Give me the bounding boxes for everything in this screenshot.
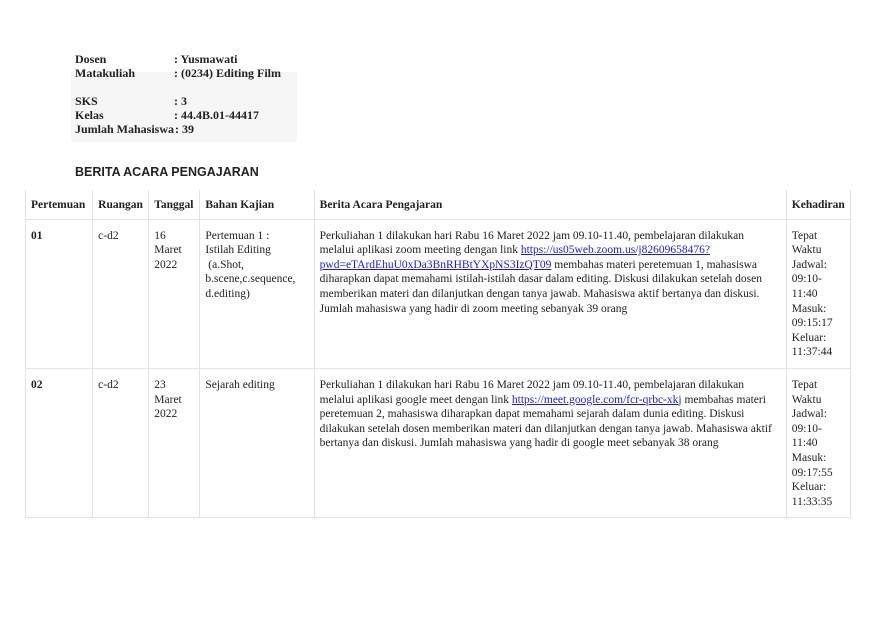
kehadiran-line: 11:37:44 <box>791 346 833 359</box>
bahan-line: b.scene,c.sequence, <box>205 273 296 286</box>
kehadiran-line: Keluar: <box>791 331 827 344</box>
dosen-value: : Yusmawati <box>174 52 238 66</box>
jumlah-value: : 39 <box>175 122 195 136</box>
page-title: BERITA ACARA PENGAJARAN <box>75 165 259 179</box>
kehadiran-line: Masuk: <box>791 302 827 315</box>
berita-text: Perkuliahan 1 dilakukan hari Rabu 16 Maret 2022 jam 09.10-11.40, pembelajaran dilakukan melalui aplikasi zoom meeting dengan link <box>319 229 744 257</box>
tanggal-cell <box>149 219 200 368</box>
course-info <box>75 52 281 136</box>
bahan-line: (a.Shot, <box>205 258 245 271</box>
berita-text: membahas materi peretemuan 1, mahasiswa diharapkan dapat memahami istilah-istilah dasar dalam editing. Diskusi dilakukan setelah dosen memberikan materi dan dilanjutkan dengan tanya jawab. Mahasiswa aktif bertanya dan diskusi. Jumlah mahasiswa yang hadir di zoom meeting sebanyak 39 orang <box>319 258 762 315</box>
bahan-line: Sejarah editing <box>205 378 275 391</box>
info-row-jumlah <box>75 122 281 136</box>
tanggal-day: 23 <box>154 378 166 391</box>
sks-label: SKS <box>75 94 98 108</box>
kehadiran-line: Tepat <box>791 229 818 242</box>
tanggal-month: Maret <box>154 393 182 406</box>
bahan-line: Pertemuan 1 : <box>205 229 270 242</box>
zoom-meeting-link[interactable]: https://us05web.zoom.us/j82609658476?pwd=eTArdEhuU0xDa3BnRHBtYXpNS3IzQT09 <box>319 244 710 271</box>
tanggal-day: 16 <box>154 229 166 242</box>
kehadiran-cell <box>786 368 850 517</box>
col-ruangan: Ruangan <box>93 190 149 219</box>
kehadiran-line: Keluar: <box>791 481 827 494</box>
bahan-line: Istilah Editing <box>205 244 271 257</box>
bahan-kajian-cell <box>200 368 314 517</box>
kehadiran-line: Tepat <box>791 378 818 391</box>
ruangan-cell: c-d2 <box>93 219 149 368</box>
kehadiran-line: 11:40 <box>791 437 818 450</box>
kehadiran-line: Masuk: <box>791 451 827 464</box>
pertemuan-cell: 01 <box>26 219 93 368</box>
kehadiran-line: Waktu <box>791 244 822 257</box>
matakuliah-label: Matakuliah <box>75 66 136 80</box>
tanggal-year: 2022 <box>154 408 178 421</box>
kehadiran-line: 09:10- <box>791 422 822 435</box>
info-row-sks <box>75 94 281 108</box>
col-tanggal: Tanggal <box>149 190 200 219</box>
jumlah-label: Jumlah Mahasiswa <box>75 122 175 136</box>
kehadiran-line: 09:15:17 <box>791 317 833 330</box>
bahan-line: d.editing) <box>205 287 250 300</box>
kehadiran-line: Jadwal: <box>791 258 827 271</box>
tanggal-year: 2022 <box>154 258 178 271</box>
table-header-row <box>26 190 851 219</box>
col-berita-acara: Berita Acara Pengajaran <box>314 190 786 219</box>
google-meet-link[interactable]: https://meet.google.com/fcr-qrbc-xkj <box>511 393 682 406</box>
kehadiran-line: 11:33:35 <box>791 495 833 508</box>
pertemuan-cell: 02 <box>26 368 93 517</box>
kehadiran-cell <box>786 219 850 368</box>
berita-acara-cell <box>314 368 786 517</box>
col-kehadiran: Kehadiran <box>786 190 850 219</box>
ruangan-cell: c-d2 <box>93 368 149 517</box>
col-pertemuan: Pertemuan <box>26 190 93 219</box>
dosen-label: Dosen <box>75 52 107 66</box>
matakuliah-value: : (0234) Editing Film <box>174 66 281 80</box>
teaching-report-table <box>25 190 851 518</box>
tanggal-cell <box>149 368 200 517</box>
table-row <box>26 368 851 517</box>
kehadiran-line: 09:10- <box>791 273 822 286</box>
info-row-matakuliah <box>75 66 281 80</box>
col-bahan-kajian: Bahan Kajian <box>200 190 314 219</box>
kehadiran-line: 11:40 <box>791 287 818 300</box>
info-row-dosen <box>75 52 281 66</box>
kelas-label: Kelas <box>75 108 104 122</box>
kehadiran-line: Waktu <box>791 393 822 406</box>
sks-value: : 3 <box>174 94 187 108</box>
berita-text: membahas materi peretemuan 2, mahasiswa diharapkan dapat memahami sejarah dalam dunia editing. Diskusi dilakukan setelah dosen memberikan materi dan dilanjutkan dengan tanya jawab. Mahasiswa aktif bertanya dan diskusi. Jumlah mahasiswa yang hadir di google meet sebanyak 38 orang <box>319 393 772 450</box>
bahan-kajian-cell <box>200 219 314 368</box>
berita-acara-cell <box>314 219 786 368</box>
kehadiran-line: 09:17:55 <box>791 466 833 479</box>
kehadiran-line: Jadwal: <box>791 408 827 421</box>
kelas-value: : 44.4B.01-44417 <box>174 108 259 122</box>
berita-text: Perkuliahan 1 dilakukan hari Rabu 16 Maret 2022 jam 09.10-11.40, pembelajaran dilakukan melalui aplikasi google meet dengan link <box>319 378 744 406</box>
info-row-kelas <box>75 108 281 122</box>
table-row <box>26 219 851 368</box>
tanggal-month: Maret <box>154 244 182 257</box>
